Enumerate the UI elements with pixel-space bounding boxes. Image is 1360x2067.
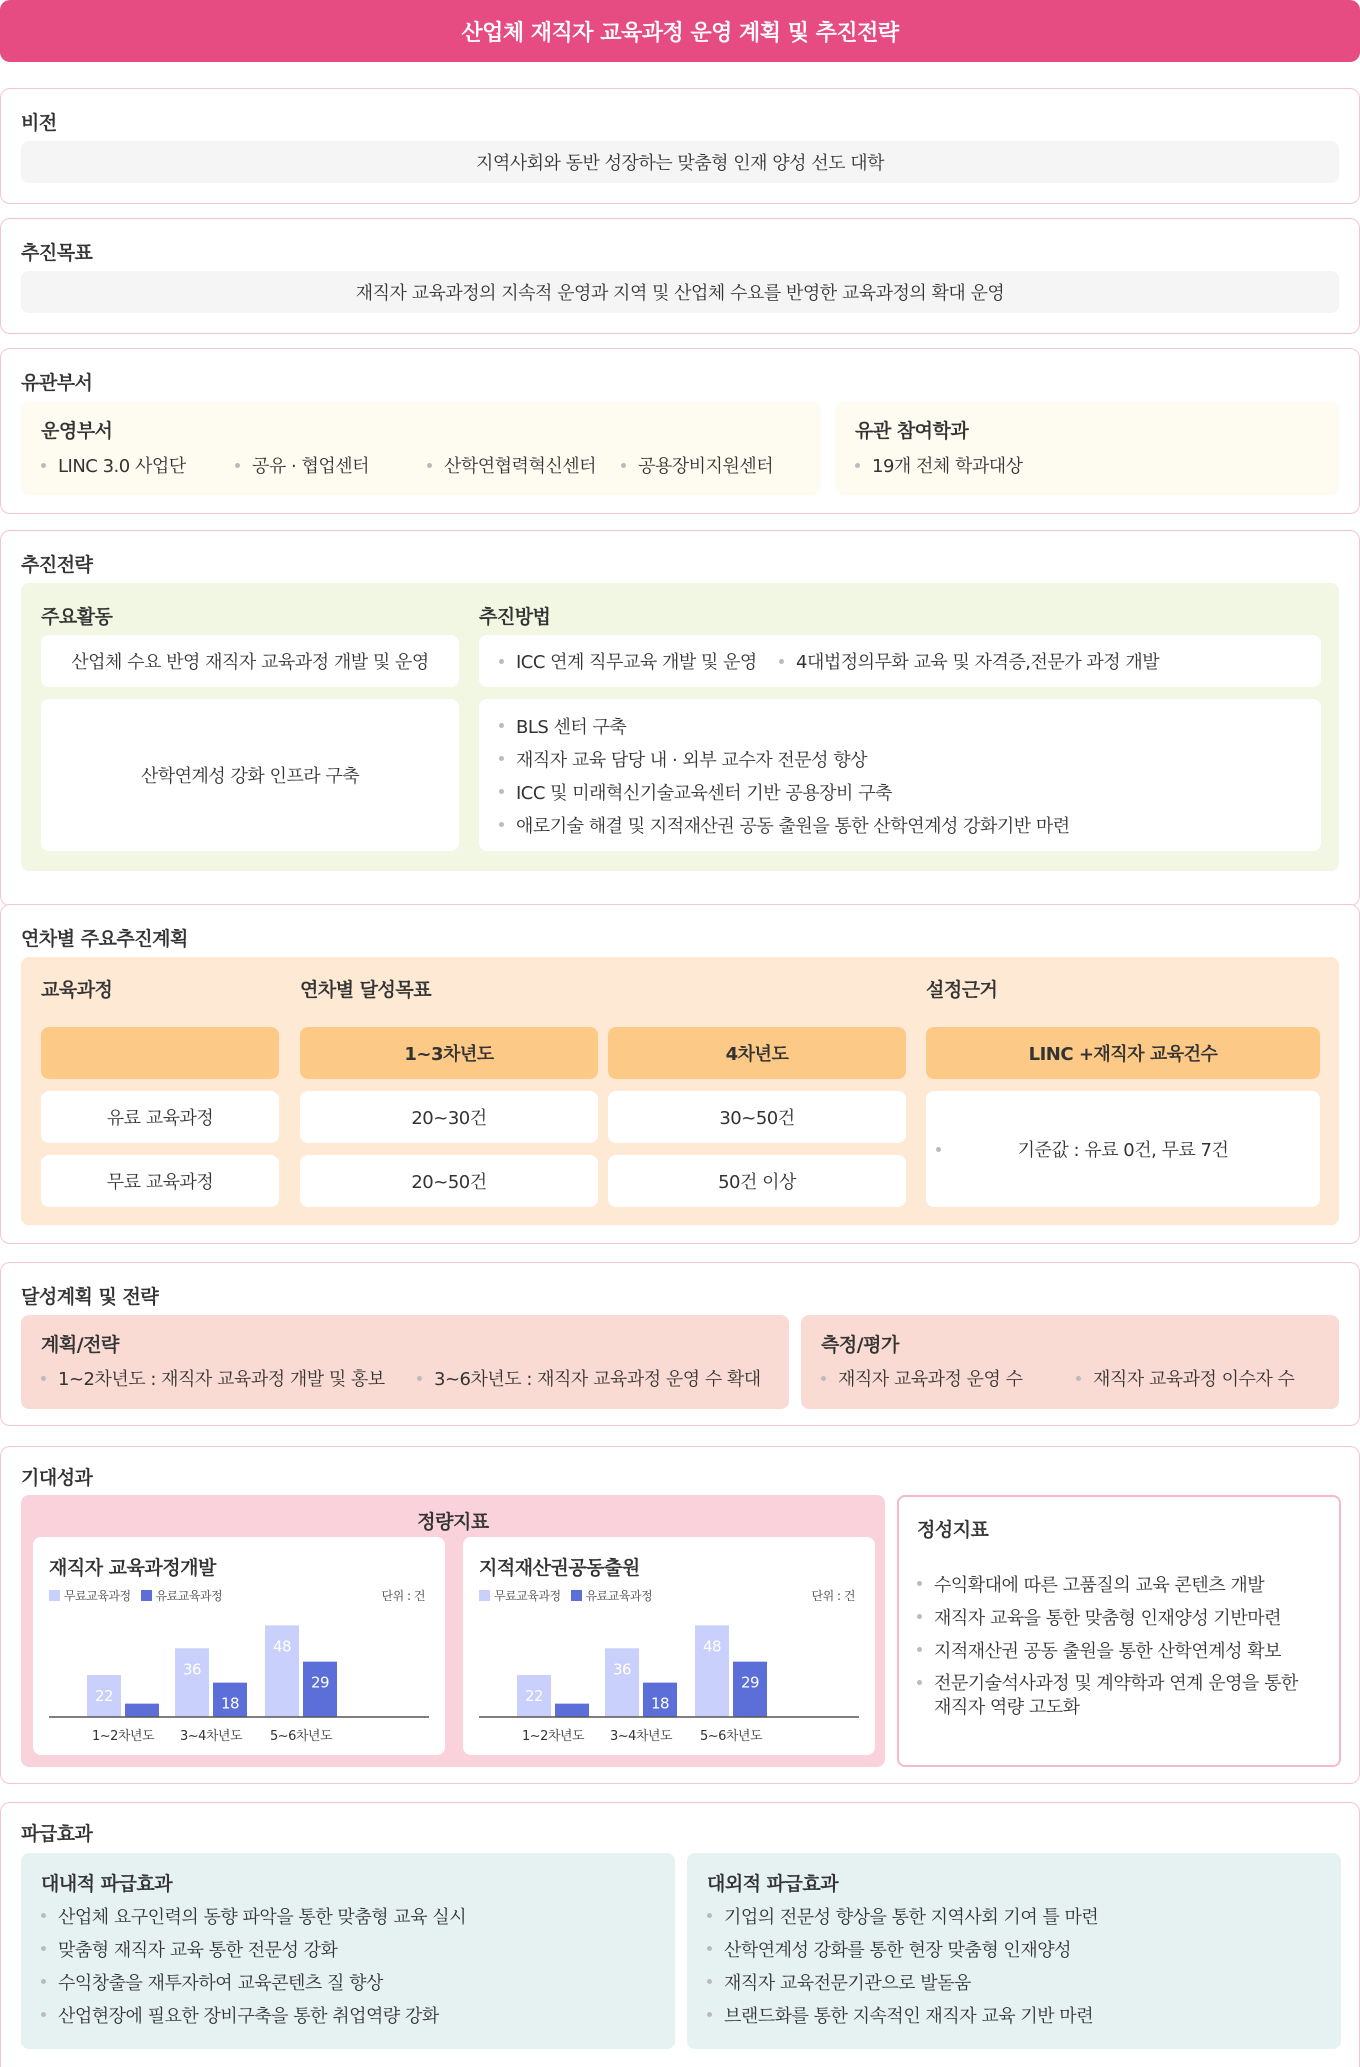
internal-panel xyxy=(21,1853,675,2049)
chart-tick-label: 3~4차년도 xyxy=(609,1729,673,1744)
plan-eval-panel xyxy=(801,1315,1339,1409)
strategy-card xyxy=(0,530,1360,906)
external-item: 브랜드화를 통한 지속적인 재직자 교육 기반 마련 xyxy=(707,1998,1098,2031)
spillover-card xyxy=(0,1802,1360,2067)
internal-list xyxy=(41,1899,466,2031)
chart-tick-label: 1~2차년도 xyxy=(521,1729,585,1744)
chart-data-label: 18 xyxy=(220,1694,240,1713)
chart-bar xyxy=(605,1648,639,1717)
chart-tick-label: 3~4차년도 xyxy=(179,1729,243,1744)
vision-card xyxy=(0,88,1360,204)
chart-ip-card xyxy=(463,1537,875,1755)
plan-strategy-item: 1~2차년도 : 재직자 교육과정 개발 및 홍보 xyxy=(41,1365,417,1391)
vision-text: 지역사회와 동반 성장하는 맞춤형 인재 양성 선도 대학 xyxy=(21,141,1339,183)
chart-education-card xyxy=(33,1537,445,1755)
chart-data-label: 29 xyxy=(310,1673,330,1692)
activities-title: 주요활동 xyxy=(41,606,113,628)
strategy-panel xyxy=(21,583,1339,871)
plan-strategy-panel xyxy=(21,1315,789,1409)
chart-data-label: 7 xyxy=(137,1715,147,1734)
page-title: 산업체 재직자 교육과정 운영 계획 및 추진전략 xyxy=(0,0,1360,62)
method-item: ICC 및 미래혁신기술교육센터 기반 공용장비 구축 xyxy=(499,775,1070,808)
plan-strategy-item: 3~6차년도 : 재직자 교육과정 운영 수 확대 xyxy=(417,1365,761,1391)
plan-heading: 달성계획 및 전략 xyxy=(21,1286,159,1308)
quant-panel xyxy=(21,1495,885,1767)
chart-data-label: 22 xyxy=(524,1687,544,1705)
external-item: 기업의 전문성 향상을 통한 지역사회 기여 틀 마련 xyxy=(707,1899,1098,1932)
external-item: 산학연계성 강화를 통한 현장 맞춤형 인재양성 xyxy=(707,1932,1098,1965)
internal-item: 수익창출을 재투자하여 교육콘텐츠 질 향상 xyxy=(41,1965,466,1998)
operating-dept-title: 운영부서 xyxy=(41,420,113,442)
yearly-heading: 연차별 주요추진계획 xyxy=(21,928,188,950)
methods-title: 추진방법 xyxy=(479,606,551,628)
method-cell xyxy=(479,699,1321,851)
legend-label: 무료교육과정 xyxy=(494,1589,561,1603)
chart-data-label: 22 xyxy=(94,1687,114,1705)
yearly-plan-card xyxy=(0,904,1360,1244)
chart-data-label: 48 xyxy=(702,1637,722,1656)
legend-label: 유료교육과정 xyxy=(155,1589,223,1603)
method-item: 재직자 교육 담당 내 · 외부 교수자 전문성 향상 xyxy=(499,742,1070,775)
chart-data-label: 36 xyxy=(182,1660,202,1679)
external-item: 재직자 교육전문기관으로 발돋움 xyxy=(707,1965,1098,1998)
operating-dept-item: 공유 · 협업센터 xyxy=(235,452,427,478)
vision-heading: 비전 xyxy=(21,112,57,134)
chart-tick-label: 5~6차년도 xyxy=(699,1729,763,1744)
plan-eval-list xyxy=(821,1365,1294,1391)
method-item: 4대법정의무화 교육 및 자격증,전문가 과정 개발 xyxy=(779,648,1159,674)
external-title: 대외적 파급효과 xyxy=(707,1873,839,1895)
qual-item: 수익확대에 따른 고품질의 교육 콘텐츠 개발 xyxy=(917,1567,1327,1600)
goal-heading: 추진목표 xyxy=(21,242,93,264)
strategy-heading: 추진전략 xyxy=(21,554,93,576)
activity-cell: 산학연계성 강화 인프라 구축 xyxy=(41,699,459,851)
yearly-y13-cell: 20~30건 xyxy=(300,1091,598,1143)
participating-dept-item: 19개 전체 학과대상 xyxy=(855,452,1023,478)
operating-dept-list xyxy=(41,452,773,478)
chart-svg xyxy=(33,1537,445,1755)
chart-title: 재직자 교육과정개발 xyxy=(49,1557,216,1579)
qual-item: 재직자 교육을 통한 맞춤형 인재양성 기반마련 xyxy=(917,1600,1327,1633)
qual-title: 정성지표 xyxy=(917,1519,989,1541)
method-cell xyxy=(479,635,1321,687)
departments-card xyxy=(0,348,1360,514)
qual-list xyxy=(917,1567,1327,1720)
chart-bar xyxy=(175,1648,209,1717)
yearly-course-cell: 무료 교육과정 xyxy=(41,1155,279,1207)
method-item: ICC 연계 직무교육 개발 및 운영 xyxy=(499,648,779,674)
internal-item: 산업현장에 필요한 장비구축을 통한 취업역량 강화 xyxy=(41,1998,466,2031)
yearly-basis-text: 기준값 : 유료 0건, 무료 7건 xyxy=(1017,1140,1229,1161)
departments-heading: 유관부서 xyxy=(21,372,93,394)
method-item: 애로기술 해결 및 지적재산권 공동 출원을 통한 산학연계성 강화기반 마련 xyxy=(499,808,1070,841)
participating-dept-panel xyxy=(835,402,1339,495)
chart-tick-label: 5~6차년도 xyxy=(269,1729,333,1744)
chart-title: 지적재산권공동출원 xyxy=(479,1557,640,1579)
outcomes-card xyxy=(0,1446,1360,1784)
goal-text: 재직자 교육과정의 지속적 운영과 지역 및 산업체 수요를 반영한 교육과정의 확대 운영 xyxy=(21,271,1339,313)
method-item: BLS 센터 구축 xyxy=(499,709,1070,742)
chart-svg xyxy=(463,1537,875,1755)
yearly-basis-cell xyxy=(926,1091,1320,1207)
method-list xyxy=(499,709,1070,841)
outcomes-heading: 기대성과 xyxy=(21,1467,93,1489)
internal-item: 산업체 요구인력의 동향 파악을 통한 맞춤형 교육 실시 xyxy=(41,1899,466,1932)
qual-item: 지적재산권 공동 출원을 통한 산학연계성 확보 xyxy=(917,1633,1327,1666)
legend-label: 무료교육과정 xyxy=(64,1589,131,1603)
yearly-course-cell: 유료 교육과정 xyxy=(41,1091,279,1143)
plan-eval-item: 재직자 교육과정 운영 수 xyxy=(821,1365,1076,1391)
yearly-y4-cell: 50건 이상 xyxy=(608,1155,906,1207)
chart-data-label: 18 xyxy=(650,1694,670,1713)
yearly-panel xyxy=(21,957,1339,1225)
chart-data-label: 7 xyxy=(567,1715,577,1734)
plan-eval-item: 재직자 교육과정 이수자 수 xyxy=(1076,1365,1294,1391)
operating-dept-panel xyxy=(21,402,821,495)
yearly-col-course: 교육과정 xyxy=(41,979,113,1001)
plan-eval-title: 측정/평가 xyxy=(821,1334,899,1356)
yearly-head-y13: 1~3차년도 xyxy=(300,1027,598,1079)
yearly-y4-cell: 30~50건 xyxy=(608,1091,906,1143)
spillover-heading: 파급효과 xyxy=(21,1823,93,1845)
qual-panel xyxy=(897,1495,1341,1767)
legend-label: 유료교육과정 xyxy=(585,1589,653,1603)
internal-item: 맞춤형 재직자 교육 통한 전문성 강화 xyxy=(41,1932,466,1965)
chart-data-label: 36 xyxy=(612,1660,632,1679)
chart-data-label: 48 xyxy=(272,1637,292,1656)
activity-cell: 산업체 수요 반영 재직자 교육과정 개발 및 운영 xyxy=(41,635,459,687)
yearly-col-target: 연차별 달성목표 xyxy=(300,979,432,1001)
external-list xyxy=(707,1899,1098,2031)
external-panel xyxy=(687,1853,1341,2049)
operating-dept-item: 산학연협력혁신센터 xyxy=(427,452,621,478)
chart-data-label: 29 xyxy=(740,1673,760,1692)
operating-dept-item: LINC 3.0 사업단 xyxy=(41,452,235,478)
plan-strategy-list xyxy=(41,1365,761,1391)
yearly-y13-cell: 20~50건 xyxy=(300,1155,598,1207)
quant-title: 정량지표 xyxy=(417,1511,489,1533)
operating-dept-item: 공용장비지원센터 xyxy=(621,452,773,478)
chart-unit: 단위 : 건 xyxy=(811,1589,855,1603)
yearly-col-basis: 설정근거 xyxy=(926,979,998,1001)
goal-card xyxy=(0,218,1360,334)
chart-tick-label: 1~2차년도 xyxy=(91,1729,155,1744)
chart-unit: 단위 : 건 xyxy=(381,1589,425,1603)
participating-dept-list xyxy=(855,452,1023,478)
internal-title: 대내적 파급효과 xyxy=(41,1873,173,1895)
yearly-head-course xyxy=(41,1027,279,1079)
qual-item: 전문기술석사과정 및 계약학과 연계 운영을 통한 재직자 역량 고도화 xyxy=(917,1666,1327,1720)
participating-dept-title: 유관 참여학과 xyxy=(855,420,969,442)
plan-card xyxy=(0,1262,1360,1426)
yearly-head-y4: 4차년도 xyxy=(608,1027,906,1079)
plan-strategy-title: 계획/전략 xyxy=(41,1334,119,1356)
yearly-head-basis: LINC +재직자 교육건수 xyxy=(926,1027,1320,1079)
